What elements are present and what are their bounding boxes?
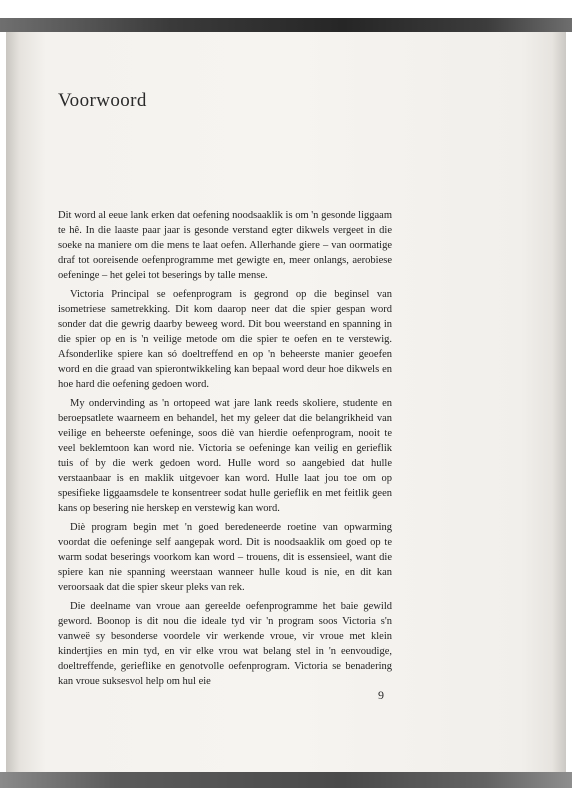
scanner-edge-bottom xyxy=(0,772,572,788)
scanner-edge-top xyxy=(0,18,572,32)
paragraph-5: Die deelname van vroue aan gereelde oefenprogramme het baie gewild geword. Boonop is dit nou die ideale tyd vir 'n program soos Victoria s'n vanweë sy besonderse voordele vir werkende vroue, vir vroue met klein kindertjies en min tyd, en vir elke vrou wat belang stel in 'n eenvoudige, doeltreffende, gerieflike en genotvolle oefenprogram. Victoria se benadering kan vroue suksesvol help om hul eie xyxy=(58,601,392,687)
paragraph-1: Dit word al eeue lank erken dat oefening noodsaaklik is om 'n gesonde liggaam te hê. In die laaste paar jaar is gesonde verstand egter dikwels vergeet in die soeke na maniere om die mens te laat oefen. Allerhande giere – van oormatige draf tot ooreisende oefenprogramme met gewigte en, meer onlangs, aerobiese oefeninge – het gelei tot beserings by talle mense. xyxy=(58,210,392,281)
page-title: Voorwoord xyxy=(58,90,147,111)
paragraph-2: Victoria Principal se oefenprogram is gegrond op die beginsel van isometriese sametrekking. Dit kom daarop neer dat die spier gespan word sonder dat die gewrig daarby beweeg word. Dit bou weerstand en spanning in die spier op en is 'n veilige metode om die spier te oefen en te verstewig. Afsonderlike spiere kan só doeltreffend en op 'n beheerste manier geoefen word en die graad van spierontwikkeling kan bepaal word deur hoe dikwels en hoe hard die oefening gedoen word. xyxy=(58,289,392,390)
body-text xyxy=(58,208,392,693)
page-number: 9 xyxy=(378,688,384,702)
page-edge-shadow xyxy=(552,32,566,772)
book-page xyxy=(6,32,566,772)
paragraph-4: Diè program begin met 'n goed beredeneerde roetine van opwarming voordat die oefeninge self aangepak word. Dit is noodsaaklik om goed op te warm sodat beserings voorkom kan word – trouens, dit is essensieel, want die spiere kan nie spanning weerstaan wanneer hulle koud is nie, en dit kan veroorsaak dat die spier skeur pleks van rek. xyxy=(58,522,392,593)
paragraph-3: My ondervinding as 'n ortopeed wat jare lank reeds skoliere, studente en beroepsatlete waarneem en behandel, het my geleer dat die belangrikheid van veilige en beheerste oefeninge, soos diè van hierdie oefenprogram, nooit te veel beklemtoon kan word nie. Victoria se oefeninge kan veilig en gerieflik tuis of by die werk gedoen word. Hulle word so aangebied dat hulle verstaanbaar is en maklik uitgevoer kan word. Hulle laat jou toe om op spesifieke liggaamsdele te konsentreer sodat hulle gerieflik en met feitlik geen kans op besering nie herskep en verstewig kan word. xyxy=(58,398,392,514)
